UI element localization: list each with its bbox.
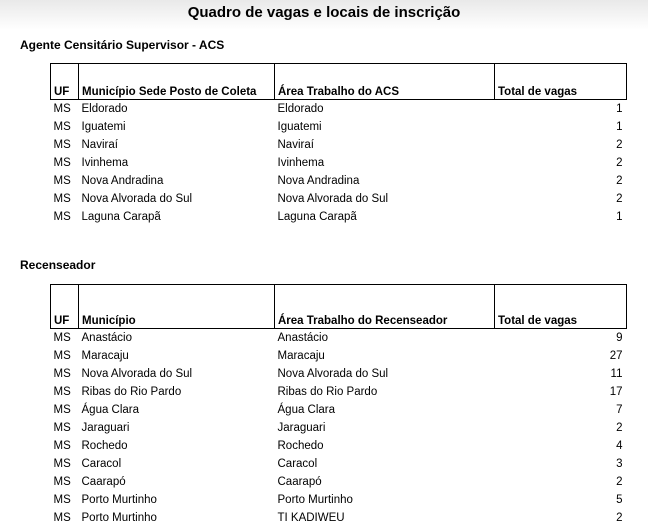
cell-area-trabalho: Água Clara — [277, 404, 336, 416]
cell-total-vagas: 2 — [616, 476, 623, 488]
cell-uf: MS — [53, 404, 71, 416]
cell-total-vagas: 2 — [616, 422, 623, 434]
cell-uf: MS — [53, 512, 71, 524]
cell-uf: MS — [53, 193, 71, 205]
cell-area-trabalho: Iguatemi — [277, 121, 322, 133]
cell-municipio: Caarapó — [81, 476, 126, 488]
cell-uf: MS — [53, 103, 71, 115]
cell-area-trabalho: Laguna Carapã — [277, 211, 357, 223]
cell-area-trabalho: Nova Andradina — [277, 175, 360, 187]
cell-municipio: Nova Andradina — [81, 175, 164, 187]
recenseador-header-row — [51, 285, 627, 329]
cell-total-vagas: 2 — [616, 139, 623, 151]
cell-uf: MS — [53, 386, 71, 398]
cell-uf: MS — [53, 458, 71, 470]
recenseador-section-heading: Recenseador — [20, 258, 96, 272]
cell-area-trabalho: Eldorado — [277, 103, 324, 115]
cell-uf: MS — [53, 211, 71, 223]
cell-area-trabalho: Ribas do Rio Pardo — [277, 386, 378, 398]
cell-total-vagas: 1 — [616, 121, 623, 133]
cell-total-vagas: 2 — [616, 175, 623, 187]
cell-uf: MS — [53, 350, 71, 362]
cell-municipio: Nova Alvorada do Sul — [81, 193, 193, 205]
cell-total-vagas: 2 — [616, 512, 623, 524]
table-row — [51, 491, 627, 509]
cell-municipio: Eldorado — [81, 103, 128, 115]
cell-uf: MS — [53, 175, 71, 187]
cell-municipio: Ivinhema — [81, 157, 129, 169]
cell-municipio: Anastácio — [81, 332, 133, 344]
table-row — [51, 437, 627, 455]
cell-total-vagas: 7 — [616, 404, 623, 416]
cell-total-vagas: 3 — [616, 458, 623, 470]
table-row — [51, 118, 627, 136]
cell-uf: MS — [53, 476, 71, 488]
cell-uf: MS — [53, 368, 71, 380]
cell-area-trabalho: Jaraguari — [277, 422, 326, 434]
acs-table — [50, 63, 627, 226]
cell-uf: MS — [53, 422, 71, 434]
cell-total-vagas: 5 — [616, 494, 623, 506]
cell-total-vagas: 9 — [616, 332, 623, 344]
cell-total-vagas: 1 — [616, 211, 623, 223]
cell-municipio: Ribas do Rio Pardo — [81, 386, 182, 398]
col-header-total-vagas: Total de vagas — [495, 285, 627, 329]
table-row — [51, 401, 627, 419]
cell-area-trabalho: Rochedo — [277, 440, 324, 452]
cell-area-trabalho: Nova Alvorada do Sul — [277, 368, 389, 380]
table-row — [51, 208, 627, 226]
cell-municipio: Maracaju — [81, 350, 129, 362]
cell-municipio: Laguna Carapã — [81, 211, 161, 223]
table-row — [51, 136, 627, 154]
table-row — [51, 329, 627, 348]
col-header-area-trabalho: Área Trabalho do Recenseador — [275, 285, 495, 329]
table-row — [51, 509, 627, 527]
cell-uf: MS — [53, 332, 71, 344]
cell-municipio: Naviraí — [81, 139, 118, 151]
cell-area-trabalho: Naviraí — [277, 139, 314, 151]
acs-header-row — [51, 64, 627, 100]
table-row — [51, 473, 627, 491]
cell-total-vagas: 1 — [616, 103, 623, 115]
cell-uf: MS — [53, 440, 71, 452]
cell-area-trabalho: TI KADIWEU — [277, 512, 345, 524]
table-row — [51, 154, 627, 172]
cell-area-trabalho: Nova Alvorada do Sul — [277, 193, 389, 205]
col-header-area-trabalho: Área Trabalho do ACS — [275, 64, 495, 100]
table-row — [51, 347, 627, 365]
cell-municipio: Caracol — [81, 458, 122, 470]
cell-municipio: Nova Alvorada do Sul — [81, 368, 193, 380]
cell-total-vagas: 17 — [609, 386, 623, 398]
table-row — [51, 383, 627, 401]
recenseador-table-body — [51, 329, 627, 528]
cell-municipio: Jaraguari — [81, 422, 130, 434]
cell-municipio: Iguatemi — [81, 121, 126, 133]
table-row — [51, 100, 627, 119]
col-header-uf: UF — [51, 285, 79, 329]
cell-uf: MS — [53, 494, 71, 506]
cell-area-trabalho: Caarapó — [277, 476, 322, 488]
cell-total-vagas: 2 — [616, 157, 623, 169]
col-header-uf: UF — [51, 64, 79, 100]
table-row — [51, 365, 627, 383]
table-row — [51, 455, 627, 473]
table-row — [51, 172, 627, 190]
table-row — [51, 190, 627, 208]
cell-area-trabalho: Caracol — [277, 458, 318, 470]
cell-area-trabalho: Ivinhema — [277, 157, 325, 169]
col-header-total-vagas: Total de vagas — [495, 64, 627, 100]
cell-total-vagas: 4 — [616, 440, 623, 452]
page-title: Quadro de vagas e locais de inscrição — [187, 4, 461, 21]
cell-total-vagas: 11 — [610, 368, 623, 380]
cell-area-trabalho: Porto Murtinho — [277, 494, 353, 506]
col-header-municipio: Município — [79, 285, 275, 329]
cell-municipio: Porto Murtinho — [81, 512, 157, 524]
cell-municipio: Água Clara — [81, 404, 140, 416]
cell-total-vagas: 27 — [609, 350, 623, 362]
cell-area-trabalho: Anastácio — [277, 332, 329, 344]
acs-table-body — [51, 100, 627, 227]
cell-uf: MS — [53, 157, 71, 169]
table-row — [51, 419, 627, 437]
cell-municipio: Porto Murtinho — [81, 494, 157, 506]
cell-area-trabalho: Maracaju — [277, 350, 325, 362]
cell-uf: MS — [53, 139, 71, 151]
acs-section-heading: Agente Censitário Supervisor - ACS — [20, 38, 225, 52]
cell-uf: MS — [53, 121, 71, 133]
recenseador-table — [50, 284, 627, 527]
cell-total-vagas: 2 — [616, 193, 623, 205]
col-header-municipio-sede: Município Sede Posto de Coleta — [79, 64, 275, 100]
cell-municipio: Rochedo — [81, 440, 128, 452]
